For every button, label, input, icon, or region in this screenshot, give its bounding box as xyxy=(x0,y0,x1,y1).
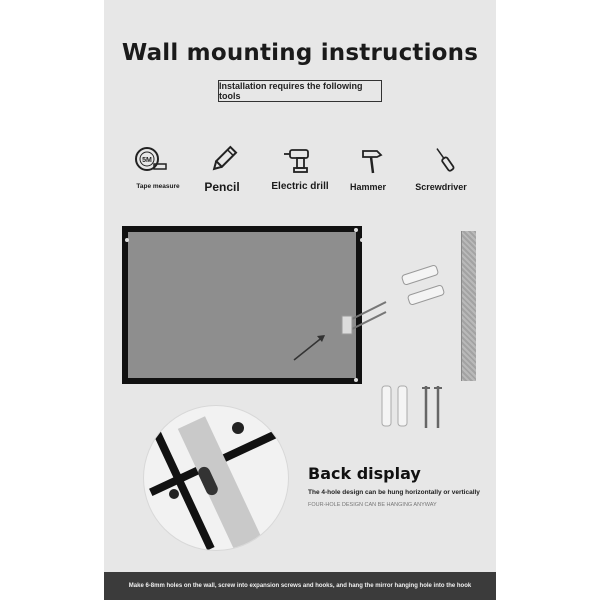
footer-instruction: Make 6-8mm holes on the wall, screw into expansion screws and hooks, and hang the mirror hanging hole into the hook xyxy=(104,572,496,600)
tool-label-electric-drill: Electric drill xyxy=(271,181,329,192)
expansion-anchors-icon xyxy=(396,262,452,310)
tools-caption: Installation requires the following tools xyxy=(218,80,382,102)
page-title: Wall mounting instructions xyxy=(121,40,479,66)
hammer-icon xyxy=(360,146,386,174)
electric-drill-icon xyxy=(284,146,314,174)
back-display-subtitle-caps: FOUR-HOLE DESIGN CAN BE HANGING ANYWAY xyxy=(308,502,437,508)
tape-measure-icon xyxy=(134,144,168,174)
tool-label-screwdriver: Screwdriver xyxy=(415,182,467,192)
direction-arrow-icon xyxy=(290,330,330,364)
tape-measure-size: 5M xyxy=(142,157,152,164)
back-detail-photo xyxy=(144,406,288,550)
back-display-subtitle: The 4-hole design can be hung horizontally or vertically xyxy=(308,489,480,496)
hardware-set-icon xyxy=(376,382,446,432)
back-display-title: Back display xyxy=(308,464,421,483)
tool-label-tape-measure: Tape measure xyxy=(136,183,180,190)
tool-label-hammer: Hammer xyxy=(349,182,387,192)
pencil-icon xyxy=(210,144,238,174)
screwdriver-icon xyxy=(434,146,456,174)
instruction-panel xyxy=(104,0,496,600)
screws-icon xyxy=(340,296,392,336)
tool-label-pencil: Pencil xyxy=(204,180,240,194)
wall-section xyxy=(461,231,476,381)
